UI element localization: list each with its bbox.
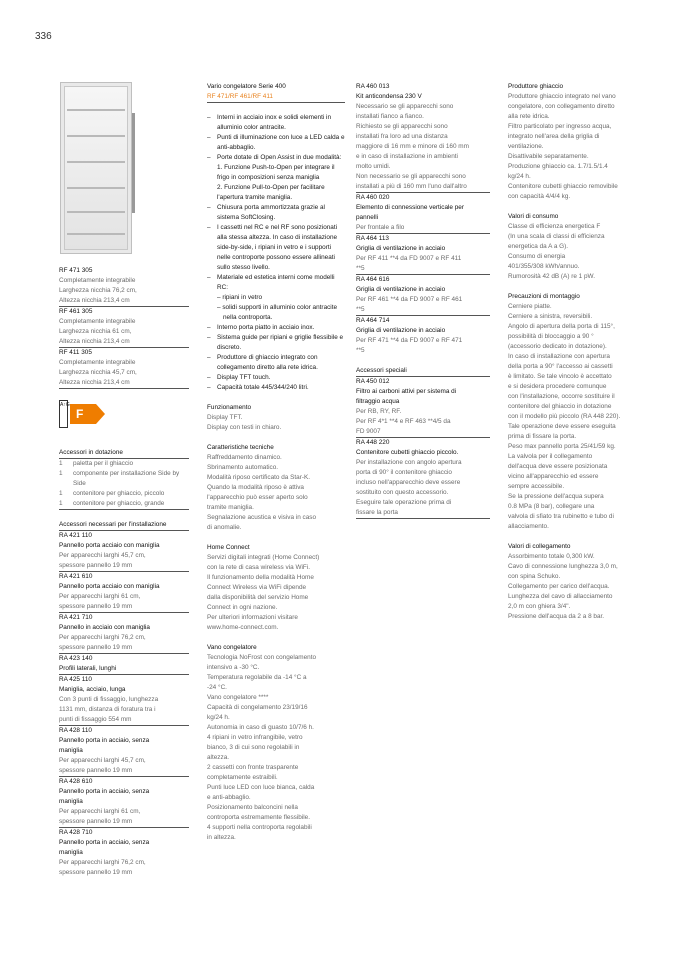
section-line: Consumo di energia <box>508 253 566 260</box>
feature-text: Sistema guide per ripiani e griglie flessibile e discreto. <box>217 334 344 351</box>
item-code: RA 428 110 <box>59 727 92 734</box>
item-desc: punti di fissaggio 554 mm <box>59 715 189 726</box>
feature-text: Interno porta piatto in acciaio inox. <box>217 324 315 331</box>
grille-item <box>356 316 490 356</box>
item-code: RA 464 714 <box>356 317 390 324</box>
feature-text: Materiale ed estetica interni come modelli RC: <box>217 274 335 291</box>
section-line: con capacità 4/4/4 kg. <box>508 193 571 200</box>
item-code: RA 464 113 <box>356 235 389 242</box>
item-desc: Per installazione con angolo apertura <box>356 459 462 466</box>
section-line: Sbrinamento automatico. <box>207 464 279 471</box>
section-line: 2,0 m con ghiera 3/4". <box>508 603 571 610</box>
section-line: Classe di efficienza energetica F <box>508 223 601 230</box>
item-name: maniglia <box>59 798 83 805</box>
section-line: Connect in ogni nazione. <box>207 604 278 611</box>
section-line: Disattivabile separatamente. <box>508 153 589 160</box>
list-item <box>59 469 189 489</box>
feature-text: – ripiani in vetro <box>217 294 263 301</box>
item-name: Pannello porta in acciaio, senza <box>59 737 150 744</box>
acc-text: componente per installazione Side by Side <box>73 470 180 487</box>
item-code: RA 428 710 <box>59 829 93 836</box>
model-height: Altezza nicchia 213,4 cm <box>59 296 189 307</box>
section-title: Precauzioni di montaggio <box>508 293 580 300</box>
model-height: Altezza nicchia 213,4 cm <box>59 378 189 389</box>
acc-qty: 1 <box>59 460 63 467</box>
feature-item: – Interno porta piatto in acciaio inox. <box>207 323 345 333</box>
item-code: RA 460 013 <box>356 83 390 90</box>
list-item <box>59 499 189 510</box>
req-item <box>59 777 189 828</box>
section-line: Servizi digitali integrati (Home Connect) <box>207 554 320 561</box>
model-type: Completamente integrabile <box>59 277 136 284</box>
product-models: RF 471/RF 461/RF 411 <box>207 92 345 103</box>
section-line: Se la pressione dell'acqua supera <box>508 493 604 500</box>
section-title: Funzionamento <box>207 404 252 411</box>
column-description <box>207 82 345 843</box>
column-product <box>59 82 189 878</box>
section-line: Peso max pannello porta 25/41/59 kg. <box>508 443 616 450</box>
req-title: Accessori necessari per l'installazione <box>59 520 189 531</box>
section-line: Rumorosità 42 dB (A) re 1 pW. <box>508 273 596 280</box>
section-line: Pressione dell'acqua da 2 a 8 bar. <box>508 613 605 620</box>
item-desc: Per apparecchi larghi 45,7 cm, <box>59 552 146 559</box>
item-desc: sostituito con questo accessorio. <box>356 489 449 496</box>
item-desc: Per RB, RY, RF. <box>356 408 402 415</box>
section-title: Valori di collegamento <box>508 543 571 550</box>
section-line: completamente estraibili. <box>207 774 278 781</box>
section-line: della porta a 90° l'accesso ai cassetti <box>508 363 613 370</box>
feature-item: – Punti di illuminazione con luce a LED calda e anti-abbaglio. <box>207 134 345 151</box>
section-line: Il funzionamento della modalità Home <box>207 574 314 581</box>
section-line: Temperatura regolabile da -14 °C a <box>207 674 307 681</box>
section-line: con l'installazione, occorre sostituire il <box>508 393 615 400</box>
item-name: maniglia <box>59 747 83 754</box>
section-line: con spina Schuko. <box>508 573 561 580</box>
section-line: Produttore ghiaccio integrato nel vano <box>508 93 616 100</box>
feature-item: – I cassetti nel RC e nel RF sono posizionati alla stessa altezza. In caso di installazione side-by-side, i ripiani in vetro e i supporti nelle controporte possono essere allineati sullo stesso livello. <box>207 223 345 273</box>
grille-item <box>356 234 490 275</box>
req-item <box>59 572 189 613</box>
model-type: Completamente integrabile <box>59 318 136 325</box>
item-name: Contenitore cubetti ghiaccio piccolo. <box>356 449 459 456</box>
item-name: Griglia di ventilazione in acciaio <box>356 327 446 334</box>
model-height: Altezza nicchia 213,4 cm <box>59 337 189 348</box>
item-desc: Per RF 411 **4 da FD 9007 e RF 411 <box>356 255 462 262</box>
column-specs <box>508 82 642 622</box>
section-line: La valvola per il collegamento <box>508 453 593 460</box>
section-line: Cerniere piatte. <box>508 303 552 310</box>
item-desc: e in caso di installazione in ambienti <box>356 153 458 160</box>
section-line: 401/355/308 kWh/annuo. <box>508 263 580 270</box>
feature-item: – Porte dotate di Open Assist in due modalità: <box>207 153 345 163</box>
item-desc: Per apparecchi larghi 76,2 cm, <box>59 859 146 866</box>
section-title: Valori di consumo <box>508 213 559 220</box>
item-name: Elemento di connessione verticale per <box>356 204 464 211</box>
section-line: www.home-connect.com. <box>207 624 279 631</box>
item-name: Kit anticondensa 230 V <box>356 93 422 100</box>
item-code: RA 425 110 <box>59 676 92 683</box>
section-line: congelatore, con collegamento diretto <box>508 103 615 110</box>
acc-text: paletta per il ghiaccio <box>73 460 134 467</box>
item-code: RA 421 710 <box>59 614 93 621</box>
section-line: In caso di installazione con apertura <box>508 353 610 360</box>
item-name: filtraggio acqua <box>356 398 400 405</box>
section-title: Caratteristiche tecniche <box>207 444 274 451</box>
section-line: con la rete di casa wireless via WiFi. <box>207 564 310 571</box>
item-desc: installati a più di 160 mm l'uno dall'altro <box>356 182 490 193</box>
section-line: 4 ripiani in vetro infrangibile, vetro <box>207 734 303 741</box>
section-line: Filtro particolato per ingresso acqua, <box>508 123 612 130</box>
feature-text: I cassetti nel RC e nel RF sono posizionati alla stessa altezza. In caso di installazione side-by-side, i ripiani in vetro e i supporti nelle controporte possono essere allineati sullo stesso livello. <box>217 224 338 271</box>
section-line: 2 cassetti con fronte trasparente <box>207 764 299 771</box>
item-name: pannelli <box>356 214 379 221</box>
section-title: Home Connect <box>207 544 250 551</box>
feature-text: Chiusura porta ammortizzata grazie al sistema SoftClosing. <box>217 204 325 221</box>
section-line: Connect Wireless via WiFi dipende <box>207 584 307 591</box>
section-line: ventilazione. <box>508 143 544 150</box>
feature-text: Porte dotate di Open Assist in due modalità: <box>217 154 342 161</box>
model-list <box>59 266 189 389</box>
model-width: Larghezza nicchia 61 cm, <box>59 328 132 335</box>
section-line: intensivo a -30 °C. <box>207 664 260 671</box>
item-desc: porta di 90° il contenitore ghiaccio <box>356 469 452 476</box>
item-desc: Per apparecchi larghi 45,7 cm, <box>59 757 146 764</box>
section-line: Produzione ghiaccio ca. 1.7/1.5/1.4 <box>508 163 608 170</box>
section-line: di anomalie. <box>207 524 242 531</box>
list-item <box>59 489 189 499</box>
feature-text: Capacità totale 445/344/240 litri. <box>217 384 309 391</box>
item-name: Pannello porta acciaio con maniglia <box>59 542 160 549</box>
feature-text: 2. Funzione Pull-to-Open per facilitare l'apertura tramite maniglia. <box>217 184 325 201</box>
section-line: allacciamento. <box>508 523 549 530</box>
section-line: in altezza. <box>207 834 236 841</box>
item-name: Pannello porta in acciaio, senza <box>59 839 150 846</box>
feature-item <box>207 293 345 303</box>
section-line: kg/24 h. <box>207 714 230 721</box>
section-line: kg/24 h. <box>508 173 531 180</box>
acc-title: Accessori in dotazione <box>59 448 189 459</box>
feature-item <box>207 303 345 323</box>
feature-item: – Capacità totale 445/344/240 litri. <box>207 383 345 393</box>
req-item <box>59 531 189 572</box>
section-line: Raffreddamento dinamico. <box>207 454 282 461</box>
section-line: e anti-abbaglio. <box>207 794 251 801</box>
section-line: Posizionamento balconcini nella <box>207 804 298 811</box>
item-desc: installati fra loro ad una distanza <box>356 133 448 140</box>
item-desc: Per apparecchi larghi 61 cm, <box>59 808 141 815</box>
item-code: RA 460 020 <box>356 194 390 201</box>
item-desc: incluso nell'apparecchio deve essere <box>356 479 461 486</box>
feature-item <box>207 163 345 183</box>
feature-text: Display TFT touch. <box>217 374 271 381</box>
item-code: RA 448 220 <box>356 439 390 446</box>
item-desc: Non necessario se gli apparecchi sono <box>356 173 466 180</box>
req-item <box>59 828 189 878</box>
section-line: bianco, 3 di cui sono regolabili in <box>207 744 300 751</box>
feature-item <box>207 183 345 203</box>
product-title: Vario congelatore Serie 400 <box>207 83 286 90</box>
item-desc: spessore pannello 19 mm <box>59 602 189 613</box>
item-desc: spessore pannello 19 mm <box>59 817 189 828</box>
section-line: Cavo di connessione lunghezza 3,0 m, <box>508 563 618 570</box>
acc-qty: 1 <box>59 470 63 477</box>
section-line: tramite maniglia. <box>207 504 254 511</box>
section-line: Lunghezza del cavo di allacciamento <box>508 593 613 600</box>
section-line: Capacità di congelamento 23/19/16 <box>207 704 308 711</box>
model-width: Larghezza nicchia 76,2 cm, <box>59 287 137 294</box>
feature-text: 1. Funzione Push-to-Open per integrare il frigo in composizioni senza maniglia <box>217 164 335 181</box>
item-desc: spessore pannello 19 mm <box>59 643 189 654</box>
item-desc: installati fianco a fianco. <box>356 113 424 120</box>
item-name: Pannello porta in acciaio, senza <box>59 788 150 795</box>
item-code: RA 421 610 <box>59 573 93 580</box>
feature-item: – Sistema guide per ripiani e griglie flessibile e discreto. <box>207 334 344 351</box>
item-desc: Per RF 4*1 **4 e RF 463 **4/5 da <box>356 418 451 425</box>
section-line: Autonomia in caso di guasto 10/7/6 h. <box>207 724 314 731</box>
section-title: Accessori speciali <box>356 366 490 377</box>
section-line: Angolo di apertura della porta di 115°, <box>508 323 615 330</box>
section-line: con il modello più piccolo (RA 448 220). <box>508 413 621 420</box>
section-line: Display con testi in chiaro. <box>207 424 282 431</box>
acc-text: contenitore per ghiaccio, grande <box>73 500 165 507</box>
feature-item: – Chiusura porta ammortizzata grazie al sistema SoftClosing. <box>207 203 345 223</box>
section-title: Vano congelatore <box>207 644 257 651</box>
item-desc: Necessario se gli apparecchi sono <box>356 103 454 110</box>
feature-item: – Display TFT touch. <box>207 373 345 383</box>
section-line: Modalità riposo certificato da Star-K. <box>207 474 311 481</box>
item-desc: spessore pannello 19 mm <box>59 869 133 876</box>
item-code: RA 450 012 <box>356 378 390 385</box>
item-desc: maggiore di 16 mm e minore di 160 mm <box>356 143 469 150</box>
section-line: Tecnologia NoFrost con congelamento <box>207 654 317 661</box>
item-name: Griglia di ventilazione in acciaio <box>356 286 446 293</box>
section-line: Cerniere a sinistra, reversibili. <box>508 313 593 320</box>
item-desc: molto umidi. <box>356 163 391 170</box>
section-line: prima di fissare la porta. <box>508 433 577 440</box>
item-desc: Per RF 471 **4 da FD 9007 e RF 471 <box>356 337 463 344</box>
section-line: 4 supporti nella controporta regolabili <box>207 824 312 831</box>
item-desc: 1131 mm, distanza di foratura tra i <box>59 706 156 713</box>
section-line: dell'acqua deve essere posizionata <box>508 463 608 470</box>
feature-item: – Produttore di ghiaccio integrato con collegamento diretto alla rete idrica. <box>207 353 345 373</box>
item-name: Pannello porta acciaio con maniglia <box>59 583 160 590</box>
item-code: RA 464 616 <box>356 276 390 283</box>
item-desc: spessore pannello 19 mm <box>59 561 189 572</box>
item-desc: Eseguire tale operazione prima di <box>356 499 452 506</box>
item-name: Profili laterali, lunghi <box>59 664 189 675</box>
feature-text: Punti di illuminazione con luce a LED calda e anti-abbaglio. <box>217 134 345 151</box>
section-line: controporta estremamente flessibile. <box>207 814 311 821</box>
section-line: valvola di sfiato tra rubinetto e tubo di <box>508 513 614 520</box>
column-accessories <box>356 82 490 519</box>
section-line: Segnalazione acustica e visiva in caso <box>207 514 317 521</box>
section-line: Tale operazione deve essere eseguita <box>508 423 616 430</box>
req-item <box>59 613 189 654</box>
model-code: RF 471 305 <box>59 267 93 274</box>
feature-item: – Materiale ed estetica interni come modelli RC: <box>207 273 345 293</box>
item-desc: **5 <box>356 347 365 354</box>
section-line: vicino all'apparecchio ed essere <box>508 473 599 480</box>
section-line: Per ulteriori informazioni visitare <box>207 614 298 621</box>
item-desc: Per frontale a filo <box>356 223 490 234</box>
model-width: Larghezza nicchia 45,7 cm, <box>59 369 137 376</box>
item-name: Griglia di ventilazione in acciaio <box>356 245 446 252</box>
grille-item <box>356 275 490 316</box>
section-line: Display TFT. <box>207 414 243 421</box>
item-code: RA 428 610 <box>59 778 93 785</box>
section-line: possibilità di bloccaggio a 90 ° <box>508 333 594 340</box>
item-desc: Con 3 punti di fissaggio, lunghezza <box>59 696 159 703</box>
section-line: contenitore del ghiaccio in dotazione <box>508 403 612 410</box>
section-line: Quando la modalità riposo è attiva <box>207 484 304 491</box>
section-line: è limitato. Se tale vincolo è accettato <box>508 373 612 380</box>
section-line: l'apparecchio può esser aperto solo <box>207 494 308 501</box>
req-item <box>59 726 189 777</box>
section-line: Punti luce LED con luce bianca, calda <box>207 784 315 791</box>
energy-scale: A↑G <box>59 400 68 428</box>
item-name: Filtro ai carboni attivi per sistema di <box>356 388 457 395</box>
section-line: energetica da A a G). <box>508 243 569 250</box>
list-item <box>59 459 189 469</box>
section-line: Contenitore cubetti ghiaccio removibile <box>508 183 618 190</box>
item-name: Maniglia, acciaio, lunga <box>59 686 126 693</box>
item-desc: Richiesto se gli apparecchi sono <box>356 123 448 130</box>
section-line: e si desidera procedere comunque <box>508 383 607 390</box>
page-number: 336 <box>35 31 52 42</box>
item-desc: Per RF 461 **4 da FD 9007 e RF 461 <box>356 296 463 303</box>
energy-class-badge: F <box>70 404 96 424</box>
item-desc: FD 9007 <box>356 427 490 438</box>
acc-qty: 1 <box>59 490 63 497</box>
section-line: alla rete idrica. <box>508 113 550 120</box>
item-name: maniglia <box>59 849 83 856</box>
section-line: Collegamento per carico dell'acqua. <box>508 583 610 590</box>
section-line: Assorbimento totale 0,300 kW. <box>508 553 595 560</box>
item-desc: **5 <box>356 264 490 275</box>
section-line: -24 °C. <box>207 684 227 691</box>
model-code: RF 461 305 <box>59 308 93 315</box>
section-line: 0.8 MPa (8 bar), collegare una <box>508 503 595 510</box>
feature-text: – solidi supporti in alluminio color antracite nella controporta. <box>217 304 338 321</box>
feature-item: – Interni in acciaio inox e solidi elementi in alluminio color antracite. <box>207 113 345 133</box>
model-code: RF 411 305 <box>59 349 92 356</box>
feature-text: Interni in acciaio inox e solidi elementi in alluminio color antracite. <box>217 114 332 131</box>
item-desc: **5 <box>356 305 490 316</box>
section-line: altezza. <box>207 754 230 761</box>
model-type: Completamente integrabile <box>59 359 136 366</box>
section-line: integrato nell'area della griglia di <box>508 133 600 140</box>
fridge-image <box>60 82 132 254</box>
item-desc: fissare la porta <box>356 508 490 519</box>
section-line: Vano congelatore **** <box>207 694 269 701</box>
item-desc: Per apparecchi larghi 61 cm, <box>59 593 141 600</box>
acc-text: contenitore per ghiaccio, piccolo <box>73 490 165 497</box>
acc-qty: 1 <box>59 500 63 507</box>
section-line: (In una scala di classi di efficienza <box>508 233 605 240</box>
item-code: RA 423 140 <box>59 655 93 662</box>
item-code: RA 421 110 <box>59 532 92 539</box>
energy-label <box>59 399 189 429</box>
item-name: Pannello in acciaio con maniglia <box>59 624 150 631</box>
item-desc: Per apparecchi larghi 76,2 cm, <box>59 634 146 641</box>
item-desc: spessore pannello 19 mm <box>59 766 189 777</box>
section-title: Produttore ghiaccio <box>508 83 564 90</box>
section-line: sempre accessibile. <box>508 483 565 490</box>
feature-text: Produttore di ghiaccio integrato con collegamento diretto alla rete idrica. <box>217 354 318 371</box>
section-line: dalla disponibilità del servizio Home <box>207 594 309 601</box>
section-line: (accessorio dedicato in dotazione). <box>508 343 607 350</box>
